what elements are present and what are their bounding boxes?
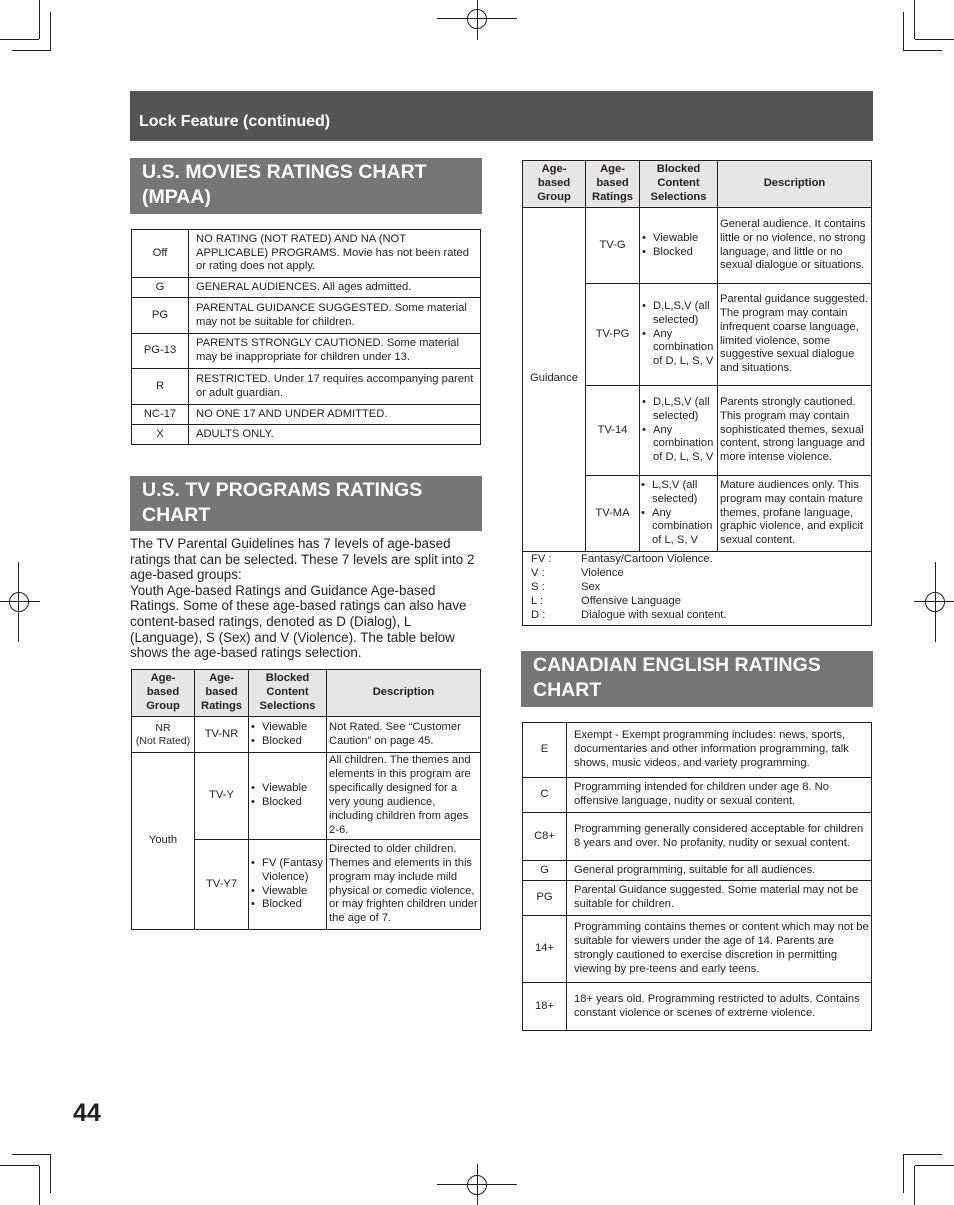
- rating-cell: E: [523, 723, 567, 778]
- header-description: Description: [718, 161, 872, 208]
- table-row: [132, 425, 481, 445]
- rating-cell: 14+: [523, 916, 567, 983]
- canadian-section-title: CANADIAN ENGLISH RATINGS CHART: [521, 651, 873, 707]
- rating-cell: PG: [523, 881, 567, 916]
- blocked-cell: • Viewable • Blocked: [249, 717, 327, 753]
- legend-item: FV : Fantasy/Cartoon Violence.: [531, 553, 713, 565]
- table-header-row: [523, 161, 872, 208]
- rating-cell: X: [132, 425, 189, 445]
- table-row: [132, 298, 481, 334]
- description-cell: General programming, suitable for all audiences.: [567, 861, 872, 881]
- rating-cell: Off: [132, 230, 189, 278]
- tv-intro-text: [130, 536, 482, 661]
- description-cell: Exempt - Exempt programming includes: news, sports, documentaries and other information programming, talk shows, music videos, and variety programming.: [567, 723, 872, 778]
- blocked-cell: • Viewable • Blocked: [249, 753, 327, 840]
- legend-cell: [523, 552, 872, 626]
- guidance-ratings-table: [522, 160, 872, 626]
- table-row: [523, 778, 872, 813]
- description-cell: Programming generally considered acceptable for children 8 years and over. No profanity, nudity or sexual content.: [567, 813, 872, 861]
- rating-cell: G: [523, 861, 567, 881]
- table-row: [523, 916, 872, 983]
- header-description: Description: [327, 670, 481, 717]
- table-row: [523, 208, 872, 284]
- blocked-cell: • Viewable • Blocked: [640, 208, 718, 284]
- blocked-cell: • D,L,S,V (all selected) • Any combination of D, L, S, V: [640, 284, 718, 386]
- description-cell: Not Rated. See “Customer Caution” on page 45.: [327, 717, 481, 753]
- page-number: 44: [73, 1099, 101, 1127]
- rating-cell: C: [523, 778, 567, 813]
- legend-item: L : Offensive Language: [531, 594, 681, 607]
- description-cell: NO RATING (NOT RATED) AND NA (NOT APPLICABLE) PROGRAMS. Movie has not been rated or rating does not apply.: [189, 230, 481, 278]
- rating-cell: TV-MA: [586, 476, 640, 552]
- rating-cell: G: [132, 278, 189, 298]
- mpaa-table: [131, 229, 481, 445]
- header-age-group: Age- based Group: [132, 670, 195, 717]
- tv-section-title: U.S. TV PROGRAMS RATINGS CHART: [130, 476, 482, 531]
- legend-item: V : Violence: [531, 566, 624, 579]
- table-row: [132, 405, 481, 425]
- header-blocked-content: Blocked Content Selections: [640, 161, 718, 208]
- table-row: [523, 983, 872, 1031]
- description-cell: Mature audiences only. This program may contain mature themes, profane language, graphic violence, and explicit sexual content.: [718, 476, 872, 552]
- description-cell: General audience. It contains little or no violence, no strong language, and little or no sexual dialogue or situations.: [718, 208, 872, 284]
- rating-cell: TV-NR: [195, 717, 249, 753]
- rating-cell: PG-13: [132, 334, 189, 369]
- legend-row: [523, 552, 872, 626]
- table-row: [132, 369, 481, 405]
- blocked-cell: • D,L,S,V (all selected) • Any combination of D, L, S, V: [640, 386, 718, 476]
- table-row: [132, 278, 481, 298]
- group-cell: NR (Not Rated): [132, 717, 195, 753]
- description-cell: RESTRICTED. Under 17 requires accompanying parent or adult guardian.: [189, 369, 481, 405]
- rating-cell: PG: [132, 298, 189, 334]
- table-row: [132, 230, 481, 278]
- header-age-ratings: Age- based Ratings: [195, 670, 249, 717]
- description-cell: Parents strongly cautioned. This program may contain sophisticated themes, sexual content, strong language and more intense violence.: [718, 386, 872, 476]
- group-cell: Youth: [132, 753, 195, 930]
- header-title: Lock Feature (continued): [139, 113, 331, 130]
- description-cell: PARENTS STRONGLY CAUTIONED. Some material may be inappropriate for children under 13.: [189, 334, 481, 369]
- description-cell: Programming contains themes or content which may not be suitable for viewers under the age of 14. Parents are strongly cautioned to exercise discretion in permitting viewing by pre-teens and early teens.: [567, 916, 872, 983]
- mpaa-section-title: U.S. MOVIES RATINGS CHART (MPAA): [130, 158, 482, 214]
- table-row: [523, 881, 872, 916]
- section-header: [130, 91, 873, 141]
- table-row: [132, 334, 481, 369]
- rating-cell: 18+: [523, 983, 567, 1031]
- intro-paragraph: The TV Parental Guidelines has 7 levels of age-based ratings that can be selected. These 7 levels are split into 2 age-based groups:: [130, 536, 475, 583]
- group-cell: Guidance: [523, 208, 586, 552]
- header-age-group: Age- based Group: [523, 161, 586, 208]
- rating-cell: TV-G: [586, 208, 640, 284]
- table-header-row: [132, 670, 481, 717]
- intro-paragraph: Youth Age-based Ratings and Guidance Age-based Ratings. Some of these age-based ratings can also have content-based ratings, denoted as D (Dialog), L (Language), S (Sex) and V (Violence). The table below shows the age-based ratings selection.: [130, 582, 467, 661]
- description-cell: PARENTAL GUIDANCE SUGGESTED. Some material may not be suitable for children.: [189, 298, 481, 334]
- canadian-table: [522, 722, 872, 1031]
- rating-cell: R: [132, 369, 189, 405]
- description-cell: NO ONE 17 AND UNDER ADMITTED.: [189, 405, 481, 425]
- rating-cell: NC-17: [132, 405, 189, 425]
- blocked-cell: • FV (Fantasy Violence) • Viewable • Blocked: [249, 840, 327, 930]
- description-cell: All children. The themes and elements in this program are specifically designed for a very young audience, including children from ages 2-6.: [327, 753, 481, 840]
- table-row: [523, 861, 872, 881]
- description-cell: Parental Guidance suggested. Some material may not be suitable for children.: [567, 881, 872, 916]
- description-cell: Directed to older children. Themes and elements in this program may include mild physical or comedic violence, or may frighten children under the age of 7.: [327, 840, 481, 930]
- description-cell: Parental guidance suggested. The program may contain infrequent coarse language, limited violence, some suggestive sexual dialogue and situations.: [718, 284, 872, 386]
- rating-cell: TV-Y7: [195, 840, 249, 930]
- header-age-ratings: Age- based Ratings: [586, 161, 640, 208]
- rating-cell: TV-PG: [586, 284, 640, 386]
- rating-cell: TV-Y: [195, 753, 249, 840]
- legend-item: S : Sex: [531, 580, 601, 593]
- table-row: [132, 717, 481, 753]
- table-row: [523, 813, 872, 861]
- rating-cell: C8+: [523, 813, 567, 861]
- description-cell: 18+ years old. Programming restricted to adults. Contains constant violence or scenes of extreme violence.: [567, 983, 872, 1031]
- description-cell: ADULTS ONLY.: [189, 425, 481, 445]
- youth-ratings-table: [131, 669, 481, 930]
- table-row: [523, 723, 872, 778]
- description-cell: Programming intended for children under age 8. No offensive language, nudity or sexual content.: [567, 778, 872, 813]
- header-blocked-content: Blocked Content Selections: [249, 670, 327, 717]
- rating-cell: TV-14: [586, 386, 640, 476]
- table-row: [132, 753, 481, 840]
- blocked-cell: • L,S,V (all selected) • Any combination of L, S, V: [640, 476, 718, 552]
- legend-item: D : Dialogue with sexual content.: [531, 608, 727, 621]
- description-cell: GENERAL AUDIENCES. All ages admitted.: [189, 278, 481, 298]
